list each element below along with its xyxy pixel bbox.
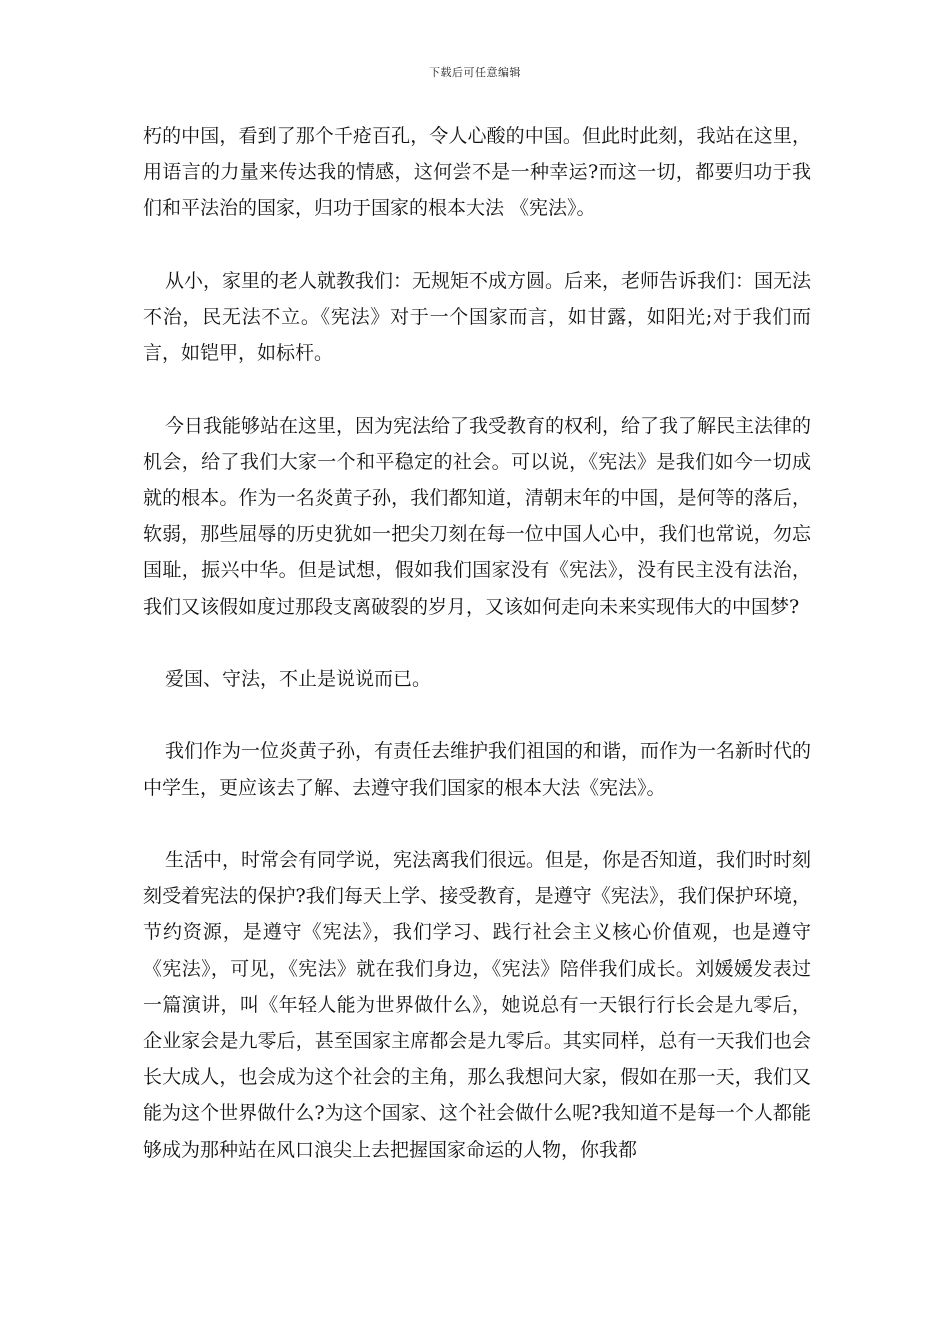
page-header: 下载后可任意编辑: [429, 66, 521, 79]
paragraph: 我们作为一位炎黄子孙，有责任去维护我们祖国的和谐，而作为一名新时代的中学生，更应该去了解、去遵守我们国家的根本大法《宪法》。: [143, 740, 812, 799]
paragraph: 生活中，时常会有同学说，宪法离我们很远。但是，你是否知道，我们时时刻刻受着宪法的保护?我们每天上学、接受教育，是遵守《宪法》，我们保护环境，节约资源，是遵守《宪法》，我们学习、践行社会主义核心价值观，也是遵守《宪法》，可见，《宪法》就在我们身边，《宪法》陪伴我们成长。刘媛媛发表过一篇演讲，叫《年轻人能为世界做什么》，她说总有一天银行行长会是九零后，企业家会是九零后，甚至国家主席都会是九零后。其实同样，总有一天我们也会长大成人，也会成为这个社会的主角，那么我想问大家，假如在那一天，我们又能为这个世界做什么?为这个国家、这个社会做什么呢?我知道不是每一个人都能够成为那种站在风口浪尖上去把握国家命运的人物，你我都: [143, 848, 812, 1161]
paragraph: 爱国、守法，不止是说说而已。: [165, 668, 432, 690]
paragraph-continuation: 朽的中国，看到了那个千疮百孔，令人心酸的中国。但此时此刻，我站在这里，用语言的力量来传达我的情感，这何尝不是一种幸运?而这一切，都要归功于我们和平法治的国家，归功于国家的根本大法 《宪法》。: [143, 125, 811, 220]
paragraph: 从小，家里的老人就教我们：无规矩不成方圆。后来，老师告诉我们：国无法不治，民无法不立。《宪法》对于一个国家而言，如甘露，如阳光;对于我们而言，如铠甲，如标杆。: [143, 269, 812, 365]
paragraph: 今日我能够站在这里，因为宪法给了我受教育的权利，给了我了解民主法律的机会，给了我们大家一个和平稳定的社会。可以说，《宪法》是我们如今一切成就的根本。作为一名炎黄子孙，我们都知道，清朝末年的中国，是何等的落后，软弱，那些屈辱的历史犹如一把尖刀刻在每一位中国人心中，我们也常说，勿忘国耻，振兴中华。但是试想，假如我们国家没有《宪法》，没有民主没有法治，我们又该假如度过那段支离破裂的岁月，又该如何走向未来实现伟大的中国梦?: [143, 414, 812, 618]
document-body: [143, 118, 811, 1168]
